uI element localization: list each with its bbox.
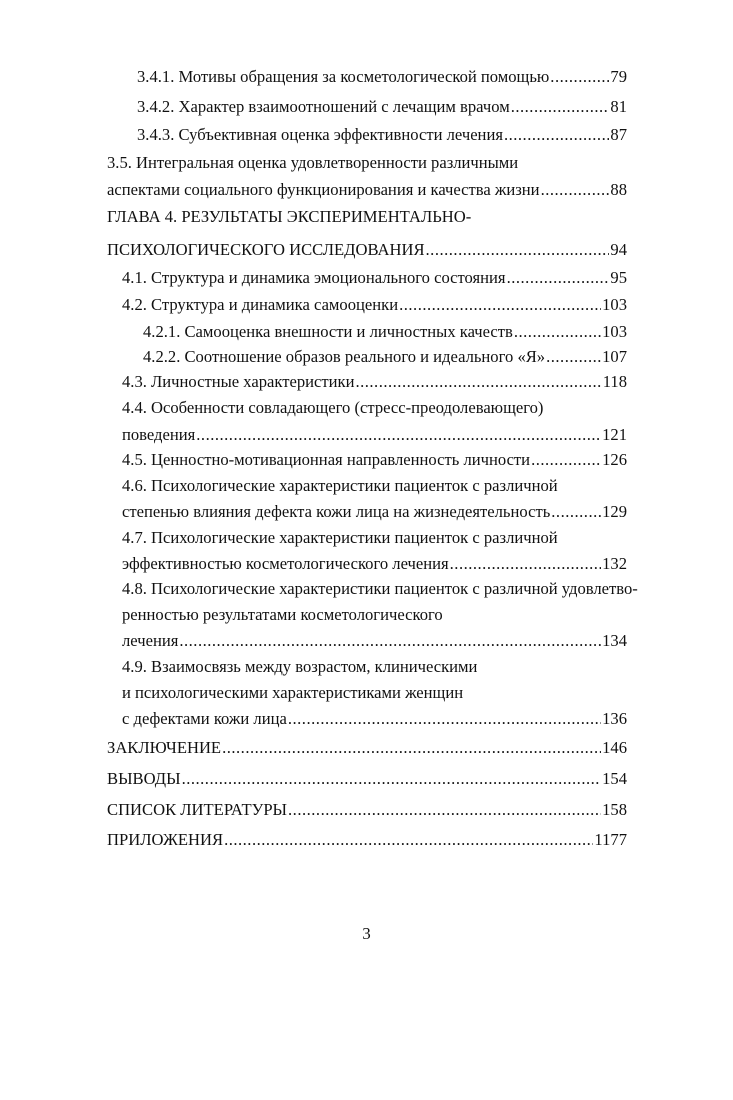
toc-entry-4-7-line1 bbox=[122, 525, 627, 551]
toc-entry-text: 4.2.2. Соотношение образов реального и идеального «Я» bbox=[143, 347, 546, 366]
toc-leader-dots bbox=[514, 319, 601, 345]
toc-leader-dots bbox=[182, 766, 602, 792]
toc-page-number: 103 bbox=[602, 295, 627, 314]
toc-leader-dots bbox=[179, 628, 601, 654]
toc-leader-dots bbox=[288, 797, 601, 823]
toc-leader-dots bbox=[450, 551, 601, 577]
toc-entry-text: СПИСОК ЛИТЕРАТУРЫ bbox=[107, 800, 288, 819]
toc-entry-text: и психологическими характеристиками женщин bbox=[122, 683, 464, 702]
toc-leader-dots bbox=[426, 237, 610, 263]
toc-entry-4-6-line1 bbox=[122, 473, 627, 499]
toc-entry-4-1 bbox=[122, 265, 627, 291]
toc-page-number: 107 bbox=[602, 347, 627, 366]
toc-entry-text: ГЛАВА 4. РЕЗУЛЬТАТЫ ЭКСПЕРИМЕНТАЛЬНО- bbox=[107, 207, 472, 226]
toc-page-number: 118 bbox=[602, 372, 627, 391]
toc-entry-4-4-line1 bbox=[122, 395, 627, 421]
toc-leader-dots bbox=[355, 369, 601, 395]
toc-leader-dots bbox=[511, 94, 610, 120]
toc-leader-dots bbox=[288, 706, 601, 732]
toc-leader-dots bbox=[224, 827, 593, 853]
toc-entry-text: 4.7. Психологические характеристики пациенток с различной bbox=[122, 528, 558, 547]
toc-entry-text: ПРИЛОЖЕНИЯ bbox=[107, 830, 224, 849]
toc-entry-text: 3.5. Интегральная оценка удовлетворенности различными bbox=[107, 153, 519, 172]
toc-entry-4-8-line1 bbox=[122, 576, 662, 602]
toc-entry-4-6-line2 bbox=[122, 499, 627, 525]
toc-entry-3-5-line1 bbox=[107, 150, 627, 176]
toc-page-number: 79 bbox=[610, 67, 627, 86]
toc-entry-4-9-line2 bbox=[122, 680, 627, 706]
toc-entry-text: ВЫВОДЫ bbox=[107, 769, 181, 788]
toc-entry-4-2 bbox=[122, 292, 627, 318]
toc-leader-dots bbox=[507, 265, 610, 291]
toc-entry-4-8-line2 bbox=[122, 602, 627, 628]
toc-page-number: 136 bbox=[602, 709, 627, 728]
toc-entry-text: с дефектами кожи лица bbox=[122, 709, 287, 728]
toc-entry-4-9-line1 bbox=[122, 654, 627, 680]
toc-page-number: 129 bbox=[602, 502, 627, 521]
toc-page-number: 94 bbox=[610, 240, 627, 259]
toc-entry-text: 4.5. Ценностно-мотивационная направленность личности bbox=[122, 450, 531, 469]
toc-page-number: 158 bbox=[602, 800, 627, 819]
toc-page-number: 146 bbox=[602, 738, 627, 757]
toc-entry-3-4-1 bbox=[137, 64, 627, 90]
toc-entry-text: 3.4.3. Субъективная оценка эффективности лечения bbox=[137, 125, 503, 144]
toc-entry-text: степенью влияния дефекта кожи лица на жизнедеятельность bbox=[122, 502, 551, 521]
toc-entry-4-7-line2 bbox=[122, 551, 627, 577]
toc-entry-text: ренностью результатами косметологического bbox=[122, 605, 443, 624]
toc-entry-4-3 bbox=[122, 369, 627, 395]
toc-page-number: 88 bbox=[610, 180, 627, 199]
toc-leader-dots bbox=[222, 735, 601, 761]
toc-leader-dots bbox=[551, 499, 601, 525]
toc-entry-text: поведения bbox=[122, 425, 196, 444]
toc-page-number: 121 bbox=[602, 425, 627, 444]
toc-page-number: 134 bbox=[602, 631, 627, 650]
toc-page-number: 126 bbox=[602, 450, 627, 469]
toc-entry-chapter-4-line2 bbox=[107, 237, 627, 263]
toc-leader-dots bbox=[550, 64, 609, 90]
toc-entry-4-2-1 bbox=[143, 319, 627, 345]
toc-page-number: 95 bbox=[610, 268, 627, 287]
toc-page-number: 132 bbox=[602, 554, 627, 573]
toc-entry-findings bbox=[107, 766, 627, 792]
toc-leader-dots bbox=[531, 447, 601, 473]
toc-leader-dots bbox=[546, 344, 601, 370]
toc-page-number: 87 bbox=[610, 125, 627, 144]
toc-entry-text: 4.4. Особенности совладающего (стресс-преодолевающего) bbox=[122, 398, 544, 417]
toc-entry-text: эффективностью косметологического лечения bbox=[122, 554, 449, 573]
toc-entry-text: 4.9. Взаимосвязь между возрастом, клиническими bbox=[122, 657, 478, 676]
toc-entry-4-8-line3 bbox=[122, 628, 627, 654]
toc-entry-chapter-4-line1 bbox=[107, 204, 627, 230]
toc-entry-text: 3.4.1. Мотивы обращения за косметологической помощью bbox=[137, 67, 550, 86]
toc-entry-text: 4.6. Психологические характеристики пациенток с различной bbox=[122, 476, 558, 495]
page-number: 3 bbox=[362, 924, 371, 943]
toc-leader-dots bbox=[541, 177, 610, 203]
toc-leader-dots bbox=[399, 292, 601, 318]
toc-entry-text: ЗАКЛЮЧЕНИЕ bbox=[107, 738, 222, 757]
toc-entry-3-4-2 bbox=[137, 94, 627, 120]
toc-entry-4-4-line2 bbox=[122, 422, 627, 448]
toc-entry-text: ПСИХОЛОГИЧЕСКОГО ИССЛЕДОВАНИЯ bbox=[107, 240, 425, 259]
toc-entry-text: лечения bbox=[122, 631, 179, 650]
toc-entry-text: 4.2. Структура и динамика самооценки bbox=[122, 295, 399, 314]
toc-entry-text: аспектами социального функционирования и качества жизни bbox=[107, 180, 540, 199]
toc-entry-4-9-line3 bbox=[122, 706, 627, 732]
toc-entry-text: 4.8. Психологические характеристики пациенток с различной удовлетво- bbox=[122, 579, 638, 598]
toc-entry-references bbox=[107, 797, 627, 823]
toc-page-number: 1177 bbox=[594, 830, 627, 849]
toc-entry-3-4-3 bbox=[137, 122, 627, 148]
toc-leader-dots bbox=[504, 122, 609, 148]
toc-page-number: 81 bbox=[610, 97, 627, 116]
toc-entry-text: 4.2.1. Самооценка внешности и личностных качеств bbox=[143, 322, 513, 341]
toc-entry-text: 4.3. Личностные характеристики bbox=[122, 372, 355, 391]
toc-entry-text: 4.1. Структура и динамика эмоционального состояния bbox=[122, 268, 506, 287]
toc-entry-4-2-2 bbox=[143, 344, 627, 370]
toc-entry-text: 3.4.2. Характер взаимоотношений с лечащим врачом bbox=[137, 97, 510, 116]
toc-leader-dots bbox=[196, 422, 601, 448]
toc-page-number: 103 bbox=[602, 322, 627, 341]
toc-page-number: 154 bbox=[602, 769, 627, 788]
toc-entry-conclusion bbox=[107, 735, 627, 761]
toc-entry-4-5 bbox=[122, 447, 627, 473]
toc-entry-3-5-line2 bbox=[107, 177, 627, 203]
toc-entry-appendices bbox=[107, 827, 627, 853]
